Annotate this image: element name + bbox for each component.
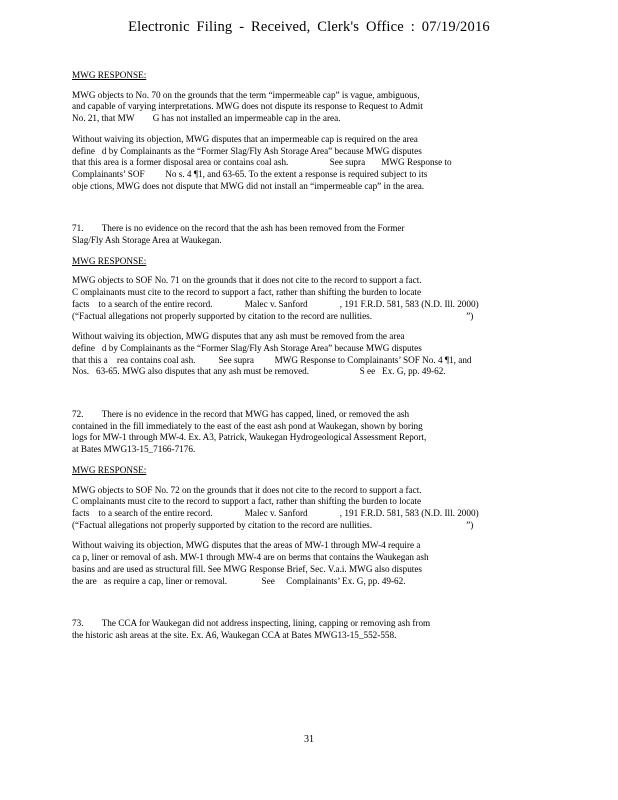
page-number: 31 (304, 734, 314, 745)
text-line: define d by Complainants as the “Former Slag/Fly Ash Storage Area” because MWG disputes (72, 342, 422, 353)
response-72-objection (72, 485, 492, 532)
text-line: that this a rea contains coal ash. See supra MWG Response to Complainants’ SOF No. 4 ¶1, and (72, 354, 472, 365)
response-70-objection (72, 90, 492, 125)
text-line: at Bates MWG13-15_7166-7176. (72, 444, 196, 455)
response-label-71: MWG RESPONSE: (72, 255, 147, 266)
text-line: C omplainants must cite to the record to support a fact, rather than shifting the burden to locate (72, 496, 422, 507)
text-line: Complainants’ SOF No s. 4 ¶1, and 63-65. To the extent a response is required subject to its (72, 168, 428, 179)
text-line: MWG objects to SOF No. 71 on the grounds that it does not cite to the record to support a fact. (72, 275, 422, 286)
text-line: Nos. 63-65. MWG also disputes that any ash must be removed. S ee Ex. G, pp. 49-62. (72, 366, 446, 377)
response-72-dispute (72, 540, 492, 587)
text-line: Without waiving its objection, MWG disputes that the areas of MW-1 through MW-4 require a (72, 540, 421, 551)
text-line: obje ctions, MWG does not dispute that MWG did not install an “impermeable cap” in the area. (72, 180, 425, 191)
text-line: 71. There is no evidence on the record that the ash has been removed from the Former (72, 223, 405, 234)
text-line: logs for MW-1 through MW-4. Ex. A3, Patrick, Waukegan Hydrogeological Assessment Report, (72, 432, 427, 443)
text-line: MWG objects to SOF No. 72 on the grounds that it does not cite to the record to support a fact. (72, 484, 422, 495)
text-line: C omplainants must cite to the record to support a fact, rather than shifting the burden to locate (72, 287, 422, 298)
response-71-objection (72, 275, 492, 322)
text-line: MWG objects to No. 70 on the grounds that the term “impermeable cap” is vague, ambiguous, (72, 89, 420, 100)
text-line: Without waiving its objection, MWG disputes that an impermeable cap is required on the area (72, 133, 418, 144)
response-label-72: MWG RESPONSE: (72, 464, 147, 475)
statement-71 (72, 223, 492, 246)
filing-header: Electronic Filing - Received, Clerk's Office : 07/19/2016 (128, 19, 490, 35)
text-line: ca p, liner or removal of ash. MW-1 through MW-4 are on berms that contains the Waukegan ash (72, 552, 429, 563)
text-line: 73. The CCA for Waukegan did not address inspecting, lining, capping or removing ash from (72, 618, 431, 629)
text-line: 72. There is no evidence in the record that MWG has capped, lined, or removed the ash (72, 409, 410, 420)
text-line: (“Factual allegations not properly supported by citation to the record are nullities. ”) (72, 310, 474, 321)
text-line: that this area is a former disposal area or contains coal ash. See supra MWG Response to (72, 157, 452, 168)
response-71-dispute (72, 331, 492, 378)
text-line: contained in the fill immediately to the east of the east ash pond at Waukegan, shown by boring (72, 420, 423, 431)
document-body (72, 70, 492, 651)
statement-73 (72, 618, 492, 641)
text-line: Slag/Fly Ash Storage Area at Waukegan. (72, 235, 222, 246)
text-line: (“Factual allegations not properly supported by citation to the record are nullities. ”) (72, 519, 474, 530)
text-line: and capable of varying interpretations. MWG does not dispute its response to Request to Admit (72, 101, 423, 112)
text-line: define d by Complainants as the “Former Slag/Fly Ash Storage Area” because MWG disputes (72, 145, 422, 156)
statement-72 (72, 409, 492, 456)
text-line: facts to a search of the entire record. Malec v. Sanford , 191 F.R.D. 581, 583 (N.D. Ill. 2000) (72, 507, 479, 518)
text-line: No. 21, that MW G has not installed an impermeable cap in the area. (72, 113, 341, 124)
response-label-70: MWG RESPONSE: (72, 70, 147, 80)
text-line: the historic ash areas at the site. Ex. A6, Waukegan CCA at Bates MWG13-15_552-558. (72, 629, 397, 640)
response-70-dispute (72, 134, 492, 193)
text-line: facts to a search of the entire record. Malec v. Sanford , 191 F.R.D. 581, 583 (N.D. Ill. 2000) (72, 298, 479, 309)
text-line: Without waiving its objection, MWG disputes that any ash must be removed from the area (72, 331, 405, 342)
text-line: basins and are used as structural fill. See MWG Response Brief, Sec. V.a.i. MWG also disputes (72, 563, 422, 574)
text-line: the are as require a cap, liner or removal. See Complainants’ Ex. G, pp. 49-62. (72, 575, 406, 586)
